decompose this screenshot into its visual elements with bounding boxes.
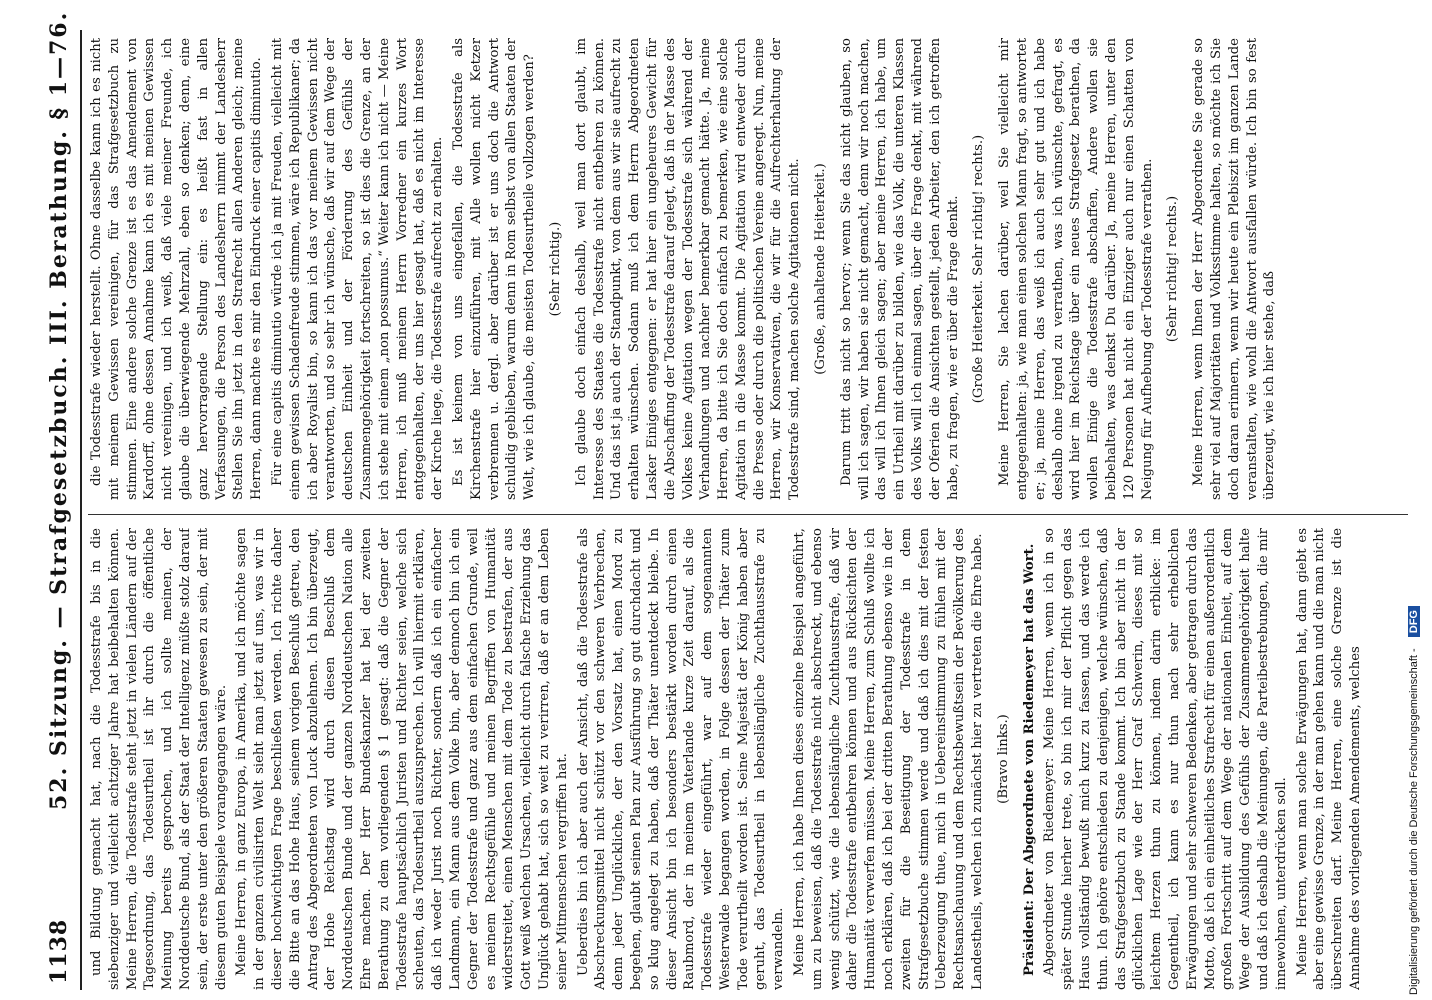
paragraph: Ich glaube doch einfach deshalb, weil man dort glaubt, im Interesse des Staates die Todesstrafe nicht entbehren zu können. Und das ist ja auch der Standpunkt, von dem aus wir sie aufrecht zu erhalten wünschen. Sodann muß ich dem Herrn Abgeordneten Lasker Einiges entgegnen: er hat hier ein ungeheures Gewicht für die Abschaffung der Todesstrafe darauf gelegt, daß in der Masse des Volkes keine Agitation wegen der Todesstrafe sich während der Verhandlungen und nachher bemerkbar gemacht hätte. Ja, meine Herren, da bitte ich Sie doch einfach zu bemerken, wie eine solche Agitation in die Masse kommt. Die Agitation wird entweder durch die Presse oder durch die politischen Vereine angeregt. Nun, meine Herren, wir Konservativen, die wir für die Aufrechterhaltung der Todesstrafe sind, machen solche Agitationen nicht. [573,38,803,500]
paragraph: Meine Herren, Sie lachen darüber, weil Sie vielleicht mir entgegenhalten: ja, wie man einen solchen Mann fragt, so antwortet er; ja, meine Herren, das weiß ich auch sehr gut und ich habe deshalb ohne irgend zu verrathen, was ich wünschte, gefragt, es wird hier im Reichstage über ein neues Strafgesetz berathen, da wollen Einige die Todesstrafe abschaffen, Andere wollen sie beibehalten, was denkst Du darüber. Ja, meine Herren, unter den 120 Personen hat nicht ein Einziger auch nur einen Schatten von Neigung für Aufhebung der Todesstrafe verrathen. [997,38,1155,500]
paragraph: Meine Herren, in ganz Europa, in Amerika, und ich möchte sagen in der ganzen civilisirten Welt sieht man jetzt auf uns, was wir in dieser hochwichtigen Frage beschließen werden. Ich richte daher die Bitte an das Hohe Haus, seinem vorigen Beschluß getreu, den Antrag des Abgeordneten von Luck abzulehnen. Ich bin überzeugt, der Hohe Reichstag wird durch diesen Beschluß dem Norddeutschen Bunde und der ganzen Norddeutschen Nation alle Ehre machen. Der Herr Bundeskanzler hat bei der zweiten Berathung zu dem vorliegenden § 1 gesagt: daß die Gegner der Todesstrafe hauptsächlich Juristen und Richter seien, welche sich scheuten, das Todesurtheil auszusprechen. Ich will hiermit erklären, daß ich weder Jurist noch Richter, sondern daß ich ein einfacher Landmann, ein Mann aus dem Volke bin, aber dennoch bin ich ein Gegner der Todesstrafe und ganz aus dem einfachen Grunde, weil es meinem Rechtsgefühle und meinen Begriffen von Humanität widerstreitet, einen Menschen mit dem Tode zu bestrafen, der aus Gott weiß welchen Ursachen, vielleicht durch falsche Erziehung das Unglück gehabt hat, sich so weit zu verirren, daß er an dem Leben seiner Mitmenschen vergriffen hat. [234,528,570,990]
running-title: 52. Sitzung. — Strafgesetzbuch. III. Berathung. § 1—76. [46,10,72,810]
paragraph: die Todesstrafe wieder herstellt. Ohne dasselbe kann ich es nicht mit meinem Gewissen vereinigen, für das Strafgesetzbuch zu stimmen. Eine andere solche Grenze ist es das Amendement von Kardorff, ohne dessen Annahme kann ich es mit meinen Gewissen nicht vereinigen, und ich weiß, daß viele meiner Freunde, ich glaube die überwiegende Mehrzahl, eben so denken; denn, eine ganz hervorragende Stellung ein: es heißt fast in allen Verfassungen, die Person des Landesherrn nimmt der Landesherr Stellen Sie ihn jetzt in den Strafrecht allen Anderen gleich; meine Herren, dann machte es mir den Eindruck einer capitis diminutio. [89,38,265,500]
speaker-paragraph: Präsident: Der Abgeordnete von Riedemeyer hat das Wort. [1021,543,1037,976]
footer-text: Digitalisierung gefördert durch die Deutsche Forschungsgemeinschaft - [1408,648,1420,995]
header-rule [80,30,82,990]
paragraph: Meine Herren, ich habe Ihnen dieses einzelne Beispiel angeführt, um zu beweisen, daß die Todesstrafe nicht abschreckt, und ebenso wenig schützt, wie die lebenslängliche Zuchthausstrafe, daß wir daher die Todesstrafe entbehren können und aus Rücksichten der Humanität verwerfen müssen. Meine Herren, zum Schluß wollte ich noch erklären, daß ich bei der dritten Berathung ebenso wie in der zweiten für die Beseitigung der Todesstrafe in dem Strafgesetzbuche stimmen werde und daß ich dies mit der festen Ueberzeugung thue, mich in Uebereinstimmung zu fühlen mit der Rechtsanschauung und dem Rechtsbewußtsein der Bevölkerung des Landestheils, welchen ich zunächst hier zu vertreten die Ehre habe. [792,528,986,990]
digitization-footer [1408,5,1428,995]
column-divider [88,514,1408,515]
paragraph: Es ist keinem von uns eingefallen, die Todesstrafe als Kirchenstrafe hier einzuführen, mit Alle wollen nicht Ketzer verbrennen u. dergl. aber darüber ist er uns doch die Antwort schuldig geblieben, warum denn in Rom selbst von allen Staaten der Welt, wie ich glaube, die meisten Todesurtheile vollzogen werden? [450,38,538,500]
paragraph: Ueberdies bin ich aber auch der Ansicht, daß die Todesstrafe als Abschreckungsmittel nicht schützt vor den schweren Verbrechen, denn jeder Unglückliche, der den Vorsatz hat, einen Mord zu begehen, glaubt seinen Plan zur Ausführung so gut durchdacht und so klug angelegt zu haben, daß der Thäter unentdeckt bleibe. In dieser Ansicht bin ich besonders bestärkt worden durch einen Raubmord, der in meinem Vaterlande kurze Zeit darauf, als die Todesstrafe wieder eingeführt, war auf dem sogenannten Westerwalde begangen worden, in Folge dessen der Thäter zum Tode verurtheilt worden ist. Seine Majestät der König haben aber geruht, das Todesurtheil in lebenslängliche Zuchthausstrafe zu verwandeln. [575,528,787,990]
paragraph: Darum tritt das nicht so hervor; wenn Sie das nicht glauben, so will ich sagen, wir haben sie nicht gemacht, denn wir noch machen, das will ich Ihnen gleich sagen; aber meine Herren, ich habe, um ein Urtheil mit darüber zu bilden, wie das Volk, die unteren Klassen des Volks will ich einmal sagen, über die Frage denkt, mit während der Oferien die Ansichten gestellt, jeden Arbeiter, den ich getroffen habe, zu fragen, wie er über die Frage denkt. [838,38,961,500]
stage-direction: (Sehr richtig.) [547,221,563,317]
paragraph: Meine Herren, wenn man solche Erwägungen hat, dann giebt es aber eine gewisse Grenze, in der man gehen kann und die man nicht überschreiten darf. Meine Herren, eine solche Grenze ist die Annahme des vorliegenden Amendements, welches [1294,528,1363,990]
speaker-paragraph: Abgeordneter von Riedemeyer: Meine Herren, wenn ich in so später Stunde hierher trete, so bin ich mir der Pflicht gegen das Haus vollständig bewußt mich kurz zu fassen, und das werde ich thun. Ich gehöre entschieden zu denjenigen, welche wünschen, daß das Strafgesetzbuch zu Stande kommt. Ich bin aber nicht in der glücklichen Lage wie der Herr Graf Schwerin, dieses mit so leichtem Herzen thun zu können, indem darin erblicke: im Gegentheil, ich kann es nur thun nach sehr erheblichen Erwägungen und sehr schweren Bedenken, aber getragen durch das Motto, daß ich ein einheitliches Strafrecht für einen außerordentlich großen Fortschritt auf dem Wege der nationalen Einheit, auf dem Wege der Ausbildung des Gefühls der Zusammengehörigkeit halte und daß ich deshalb die Meinungen, die Parteibestrebungen, die mir innewohnen, unterdrücken soll. [1042,528,1289,990]
left-column [88,528,1408,990]
paragraph: und Bildung gemacht hat, nach die Todesstrafe bis in die siebenziger und vielleicht achtziger Jahre hat beibehalten können. Meine Herren, die Todesstrafe steht jetzt in vielen Ländern auf der Tagesordnung, das Todesurtheil ist ihr durch die öffentliche Meinung bereits gesprochen, und ich sollte meinen, der Norddeutsche Bund, als der Staat der Intelligenz müßte stolz darauf sein, der erste unter den größeren Staaten gewesen zu sein, der mit diesem guten Beispiele vorangegangen wäre. [89,528,229,990]
paragraph: Meine Herren, wenn Ihnen der Herr Abgeordnete Sie gerade so sehr viel auf Majoritäten und Volksstimme halten, so möchte ich Sie doch daran erinnern, wenn wir heute ein Plebiszit im ganzen Lande veranstalten, wie wohl die Antwort ausfallen würde. Ich bin so fest überzeugt, wie ich hier stehe, daß [1191,38,1278,500]
stage-direction: (Große, anhaltende Heiterkeit.) [813,163,829,375]
dfg-logo: DFG [1408,606,1420,637]
stage-direction: (Bravo links.) [995,714,1011,804]
stage-direction: (Große Heiterkeit. Sehr richtig! rechts.) [971,134,987,404]
rotated-page [40,10,1420,990]
page-header [40,10,80,990]
right-column [88,38,1408,500]
paragraph: Für eine capitis diminutio würde ich ja mit Freuden, vielleicht mit einem gewissen Schadenfreude stimmen, wäre ich Republikaner; da ich aber Royalist bin, so kann ich das vor meinem Gewissen nicht verantworten, und so sehr ich wünsche, daß wir auf dem Wege der deutschen Einheit und der Förderung des Gefühls der Zusammengehörigkeit fortschreiten, so ist dies die Grenze, an der ich stehe mit einem „non possumus.“ Weiter kann ich nicht — Meine Herren, ich muß meinem Herrn Vorredner ein kurzes Wort entgegenhalten, der uns hier gesagt hat, daß es nicht im Interesse der Kirche liege, die Todesstrafe aufrecht zu erhalten. [269,38,446,500]
stage-direction: (Sehr richtig! rechts.) [1165,195,1181,343]
page-number: 1138 [46,918,72,984]
